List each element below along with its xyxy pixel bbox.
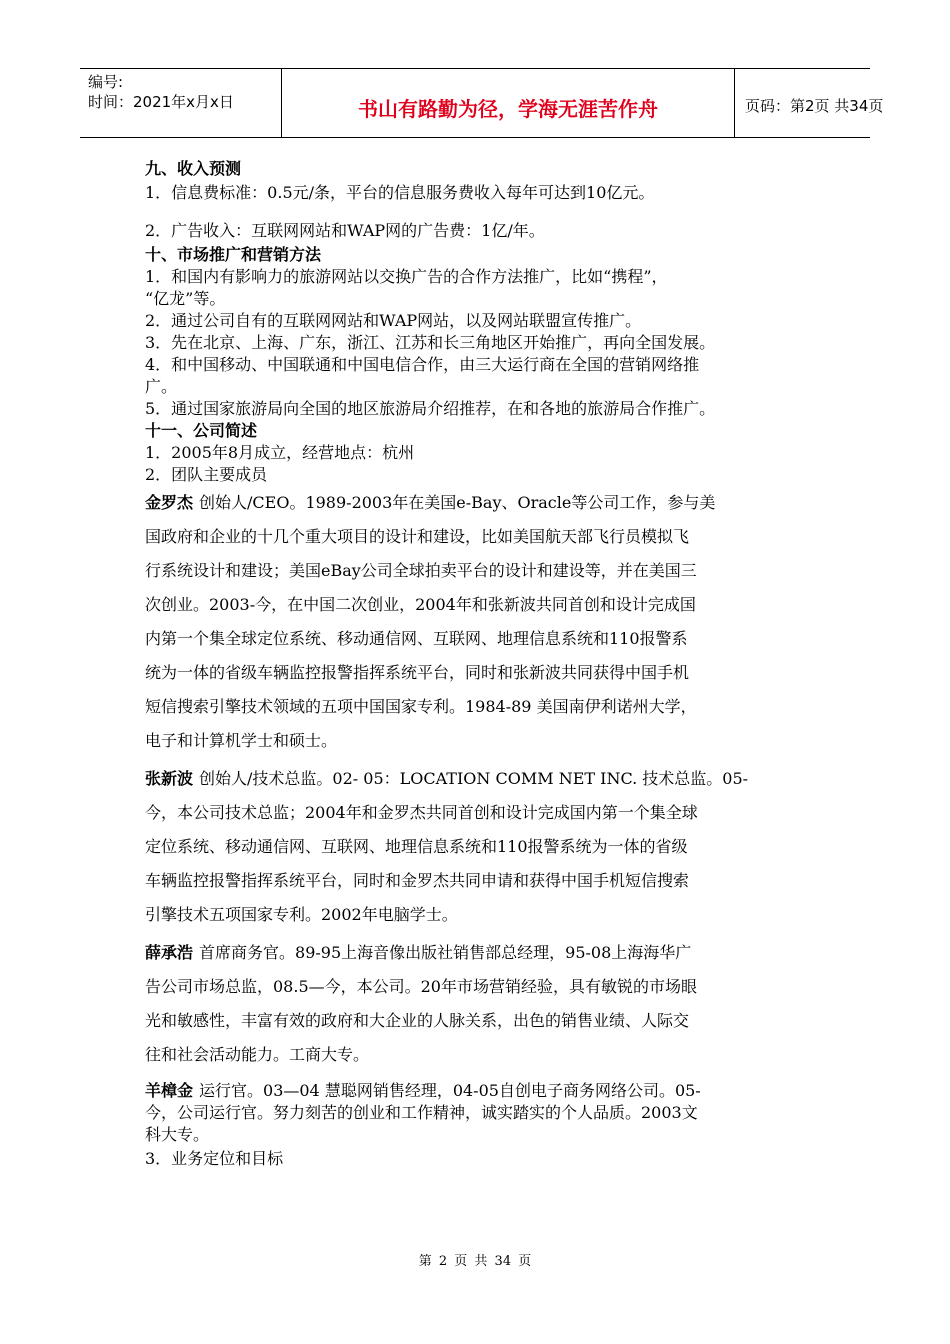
member-name: 张新波 <box>145 769 194 788</box>
marketing-line: 广。 <box>145 377 178 396</box>
member-bio-line: 运行官。03—04 慧聪网销售经理，04-05自创电子商务网络公司。05- <box>199 1081 701 1100</box>
document-body <box>145 158 815 1170</box>
member-bio-line: 统为一体的省级车辆监控报警指挥系统平台，同时和张新波共同获得中国手机 <box>145 663 690 682</box>
member-bio-line: 内第一个集全球定位系统、移动通信网、互联网、地理信息系统和110报警系 <box>145 629 688 648</box>
member-bio-line: 引擎技术五项国家专利。2002年电脑学士。 <box>145 905 458 924</box>
income-item: 1．信息费标准：0.5元/条，平台的信息服务费收入每年可达到10亿元。 <box>145 183 655 202</box>
member-bio-line: 首席商务官。89-95上海音像出版社销售部总经理，95-08上海海华广 <box>199 943 692 962</box>
member-bio <box>145 762 815 932</box>
motto: 书山有路勤为径，学海无涯苦作舟 <box>358 97 658 121</box>
page-label: 页码：第2页 共34页 <box>745 97 884 115</box>
member-bio-line: 往和社会活动能力。工商大专。 <box>145 1045 370 1064</box>
member-bio-line: 今，公司运行官。努力刻苦的创业和工作精神，诚实踏实的个人品质。2003文 <box>145 1103 698 1122</box>
member-bio-line: 今，本公司技术总监；2004年和金罗杰共同首创和设计完成国内第一个集全球 <box>145 803 698 822</box>
company-line: 2．团队主要成员 <box>145 465 268 484</box>
member-name: 金罗杰 <box>145 493 194 512</box>
section-title-company: 十一、公司简述 <box>145 421 258 440</box>
member-bio-line: 次创业。2003-今，在中国二次创业，2004年和张新波共同首创和设计完成国 <box>145 595 696 614</box>
member-bio <box>145 486 815 758</box>
company-line: 1．2005年8月成立，经营地点：杭州 <box>145 443 415 462</box>
section-title-marketing: 十、市场推广和营销方法 <box>145 245 322 264</box>
time-label: 时间：2021年x月x日 <box>88 93 234 111</box>
member-bio-line: 国政府和企业的十几个重大项目的设计和建设，比如美国航天部飞行员模拟飞 <box>145 527 690 546</box>
company-line: 3．业务定位和目标 <box>145 1149 284 1168</box>
member-bio-line: 车辆监控报警指挥系统平台，同时和金罗杰共同申请和获得中国手机短信搜索 <box>145 871 690 890</box>
section-title-income: 九、收入预测 <box>145 159 242 178</box>
member-bio-line: 创始人/技术总监。02- 05：LOCATION COMM NET INC. 技术总监。05- <box>199 769 749 788</box>
page-header <box>80 68 884 138</box>
member-bio-line: 光和敏感性，丰富有效的政府和大企业的人脉关系，出色的销售业绩、人际交 <box>145 1011 690 1030</box>
member-bio-line: 短信搜索引擎技术领域的五项中国国家专利。1984-89 美国南伊利诺州大学， <box>145 697 697 716</box>
member-bio-line: 行系统设计和建设；美国eBay公司全球拍卖平台的设计和建设等，并在美国三 <box>145 561 697 580</box>
page-footer: 第 2 页 共 34 页 <box>418 1254 532 1269</box>
marketing-line: 4．和中国移动、中国联通和中国电信合作，由三大运行商在全国的营销网络推 <box>145 355 700 374</box>
member-bio-line: 电子和计算机学士和硕士。 <box>145 731 338 750</box>
header-page-cell <box>735 69 884 137</box>
member-name: 薛承浩 <box>145 943 194 962</box>
number-label: 编号: <box>88 73 124 91</box>
member-bio <box>145 1080 815 1146</box>
member-bio-line: 创始人/CEO。1989-2003年在美国e-Bay、Oracle等公司工作，参与美 <box>199 493 716 512</box>
member-bio-line: 定位系统、移动通信网、互联网、地理信息系统和110报警系统为一体的省级 <box>145 837 688 856</box>
member-bio <box>145 936 815 1072</box>
member-bio-line: 科大专。 <box>145 1125 210 1144</box>
member-bio-line: 告公司市场总监，08.5—今，本公司。20年市场营销经验，具有敏锐的市场眼 <box>145 977 697 996</box>
marketing-line: “亿龙”等。 <box>145 289 226 308</box>
marketing-line: 5．通过国家旅游局向全国的地区旅游局介绍推荐，在和各地的旅游局合作推广。 <box>145 399 716 418</box>
marketing-line: 1．和国内有影响力的旅游网站以交换广告的合作方法推广，比如“携程”， <box>145 267 668 286</box>
income-item: 2．广告收入：互联网网站和WAP网的广告费：1亿/年。 <box>145 221 545 240</box>
marketing-line: 2．通过公司自有的互联网网站和WAP网站，以及网站联盟宣传推广。 <box>145 311 642 330</box>
member-name: 羊樟金 <box>145 1081 194 1100</box>
marketing-line: 3．先在北京、上海、广东，浙江、江苏和长三角地区开始推广，再向全国发展。 <box>145 333 716 352</box>
header-meta <box>80 69 282 137</box>
header-motto-cell <box>282 69 735 137</box>
